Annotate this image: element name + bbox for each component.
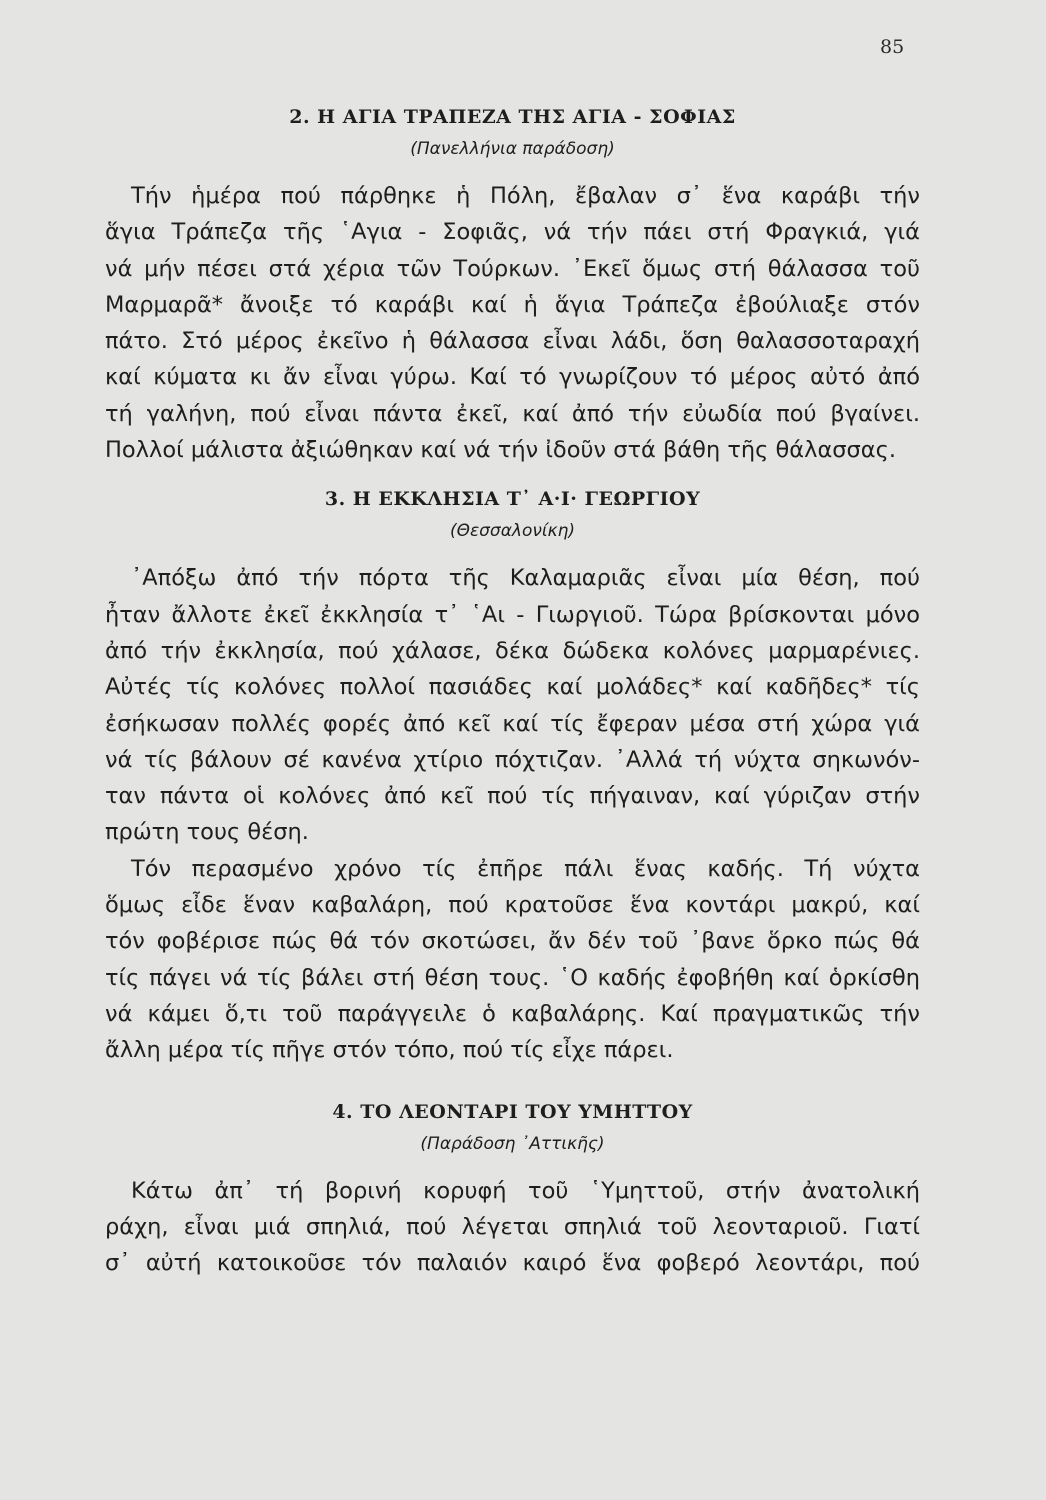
text-line: ἦταν ἄλλοτε ἐκεῖ ἐκκλησία τ᾿ ῾Αι - Γιωργιοῦ. Τώρα βρίσκονται μόνο	[105, 601, 920, 628]
text-line: Κάτω ἀπ᾿ τή βορινή κορυφή τοῦ ῾Υμηττοῦ, στήν ἀνατολική	[131, 1177, 920, 1204]
text-line: Τόν περασμένο χρόνο τίς ἐπῆρε πάλι ἕνας καδής. Τή νύχτα	[131, 855, 920, 882]
page-number: 85	[880, 36, 905, 58]
text-line: ἀπό τήν ἐκκλησία, πού χάλασε, δέκα δώδεκα κολόνες μαρμαρένιες.	[105, 637, 920, 664]
section-title: 2. Η ΑΓΙΑ ΤΡΑΠΕΖΑ ΤΗΣ ΑΓΙΑ - ΣΟΦΙΑΣ	[289, 106, 736, 128]
section-2	[105, 100, 920, 468]
section-title: 4. ΤΟ ΛΕΟΝΤΑΡΙ ΤΟΥ ΥΜΗΤΤΟΥ	[332, 1100, 693, 1123]
section-4	[105, 1095, 920, 1282]
text-line: ὅμως εἶδε ἕναν καβαλάρη, πού κρατοῦσε ἕνα κοντάρι μακρύ, καί	[105, 892, 920, 919]
text-line: τή γαλήνη, πού εἶναι πάντα ἐκεῖ, καί ἀπό τήν εὐωδία πού βγαίνει.	[105, 400, 920, 427]
page-content	[105, 100, 920, 1281]
text-line: πάτο. Στό μέρος ἐκεῖνο ἡ θάλασσα εἶναι λάδι, ὅση θαλασσοταραχή	[105, 328, 920, 355]
text-line: πρώτη τους θέση.	[105, 819, 309, 846]
section-3	[105, 482, 920, 1068]
section-subtitle: (Πανελλήνια παράδοση)	[410, 139, 615, 159]
section-title: 3. Η ΕΚΚΛΗΣΙΑ Τ᾿ Α·Ι· ΓΕΩΡΓΙΟΥ	[324, 488, 701, 511]
text-line: Πολλοί μάλιστα ἀξιώθηκαν καί νά τήν ἰδοῦν στά βάθη τῆς θάλασσας.	[105, 437, 896, 464]
text-line: νά κάμει ὅ,τι τοῦ παράγγειλε ὁ καβαλάρης. Καί πραγματικῶς τήν	[105, 1000, 920, 1027]
text-line: νά τίς βάλουν σέ κανένα χτίριο πόχτιζαν. ᾿Αλλά τή νύχτα σηκωνόν-	[105, 746, 920, 773]
text-line: τόν φοβέρισε πώς θά τόν σκοτώσει, ἄν δέν τοῦ ᾿βανε ὅρκο πώς θά	[105, 928, 920, 955]
text-line: τίς πάγει νά τίς βάλει στή θέση τους. ῾Ο καδής ἐφοβήθη καί ὁρκίσθη	[105, 964, 920, 991]
text-line: νά μήν πέσει στά χέρια τῶν Τούρκων. ᾿Εκεῖ ὅμως στή θάλασσα τοῦ	[105, 255, 920, 282]
text-line: ἐσήκωσαν πολλές φορές ἀπό κεῖ καί τίς ἔφεραν μέσα στή χώρα γιά	[105, 710, 920, 737]
text-line: ἅγια Τράπεζα τῆς ῾Αγια - Σοφιᾶς, νά τήν πάει στή Φραγκιά, γιά	[105, 219, 920, 246]
text-line: σ᾿ αὐτή κατοικοῦσε τόν παλαιόν καιρό ἕνα φοβερό λεοντάρι, πού	[105, 1250, 920, 1277]
text-line: Αὐτές τίς κολόνες πολλοί πασιάδες καί μολάδες* καί καδῆδες* τίς	[105, 674, 920, 701]
text-line: ἄλλη μέρα τίς πῆγε στόν τόπο, πού τίς εἶχε πάρει.	[105, 1037, 674, 1064]
text-line: Μαρμαρᾶ* ἄνοιξε τό καράβι καί ἡ ἅγια Τράπεζα ἐβούλιαξε στόν	[105, 291, 920, 318]
text-line: ράχη, εἶναι μιά σπηλιά, πού λέγεται σπηλιά τοῦ λεονταριοῦ. Γιατί	[105, 1213, 920, 1240]
text-line: ταν πάντα οἱ κολόνες ἀπό κεῖ πού τίς πήγαιναν, καί γύριζαν στήν	[105, 783, 920, 810]
section-subtitle: (Παράδοση ᾿Αττικῆς)	[420, 1133, 605, 1154]
text-line: ᾿Απόξω ἀπό τήν πόρτα τῆς Καλαμαριᾶς εἶναι μία θέση, πού	[131, 565, 920, 592]
section-subtitle: (Θεσσαλονίκη)	[449, 521, 576, 542]
text-line: καί κύματα κι ἄν εἶναι γύρω. Καί τό γνωρίζουν τό μέρος αὐτό ἀπό	[105, 364, 920, 391]
text-line: Τήν ἡμέρα πού πάρθηκε ἡ Πόλη, ἔβαλαν σ᾿ ἕνα καράβι τήν	[131, 183, 920, 209]
